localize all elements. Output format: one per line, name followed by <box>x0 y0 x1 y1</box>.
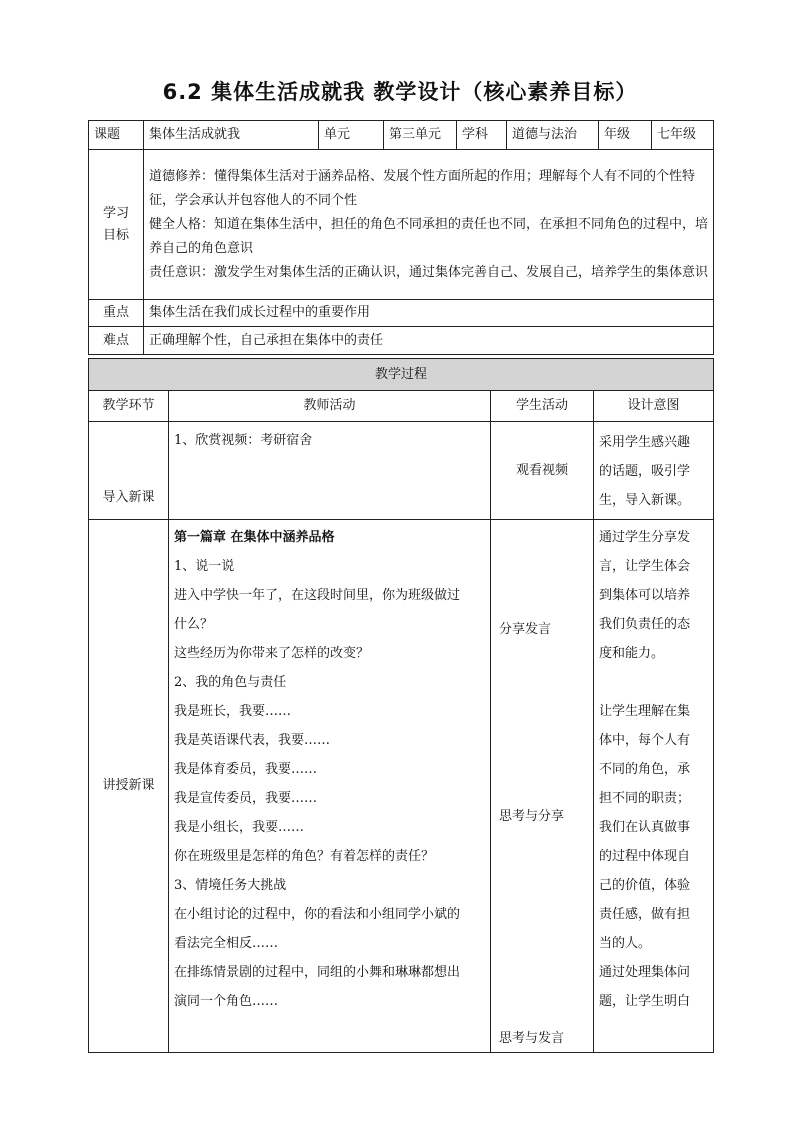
grade-value: 七年级 <box>652 121 714 150</box>
student-think-speak: 思考与发言 <box>499 1031 565 1046</box>
difficulty-value: 正确理解个性，自己承担在集体中的责任 <box>144 327 714 355</box>
lecture-stage: 讲授新课 <box>89 520 169 1053</box>
intro-stage: 导入新课 <box>89 422 169 520</box>
lecture-student <box>491 520 594 1053</box>
key-point-value: 集体生活在我们成长过程中的重要作用 <box>144 300 714 327</box>
process-header-row <box>89 391 714 422</box>
process-banner-row <box>89 359 714 391</box>
intro-teacher: 1、欣赏视频：考研宿舍 <box>169 422 491 520</box>
header-teacher: 教师活动 <box>169 391 491 422</box>
goals-content <box>144 150 714 300</box>
header-stage: 教学环节 <box>89 391 169 422</box>
difficulty-label: 难点 <box>89 327 144 355</box>
topic-value: 集体生活成就我 <box>144 121 319 150</box>
process-banner: 教学过程 <box>89 359 714 391</box>
header-student: 学生活动 <box>491 391 594 422</box>
lecture-intent: 通过学生分享发 言，让学生体会 到集体可以培养 我们负责任的态 度和能力。 让学生理解在集 体中，每个人有 不同的角色，承 担不同的职责； 我们在认真做事 的过程中体现自 己的价值，体验 责任感，做有担 当的人。 通过处理集体问 题，让学生明白 <box>594 520 714 1053</box>
document-title: 6.2 集体生活成就我 教学设计（核心素养目标） <box>162 80 638 104</box>
key-point-label: 重点 <box>89 300 144 327</box>
key-point-row <box>89 300 714 327</box>
goal-moral: 道德修养：懂得集体生活对于涵养品格、发展个性方面所起的作用；理解每个人有不同的个性特征，学会承认并包容他人的不同个性 <box>149 168 696 208</box>
intro-row <box>89 422 714 520</box>
intro-student: 观看视频 <box>491 422 594 520</box>
lecture-row <box>89 520 714 1053</box>
unit-value: 第三单元 <box>384 121 457 150</box>
goal-responsibility: 责任意识：激发学生对集体生活的正确认识，通过集体完善自己、发展自己，培养学生的集体意识 <box>149 264 709 280</box>
difficulty-row <box>89 327 714 355</box>
subject-label: 学科 <box>457 121 507 150</box>
topic-label: 课题 <box>89 121 144 150</box>
info-row <box>89 121 714 150</box>
info-table <box>88 120 714 355</box>
student-think-share: 思考与分享 <box>499 809 565 824</box>
goal-personality: 健全人格：知道在集体生活中，担任的角色不同承担的责任也不同，在承担不同角色的过程中，培养自己的角色意识 <box>149 216 709 256</box>
grade-label: 年级 <box>599 121 652 150</box>
header-intent: 设计意图 <box>594 391 714 422</box>
process-table <box>88 358 714 1053</box>
student-share: 分享发言 <box>499 622 552 637</box>
subject-value: 道德与法治 <box>507 121 599 150</box>
intro-intent: 采用学生感兴趣 的话题，吸引学 生，导入新课。 <box>594 422 714 520</box>
goals-row <box>89 150 714 300</box>
goals-label: 学习 目标 <box>89 150 144 300</box>
lecture-teacher: 第一篇章 在集体中涵养品格 1、说一说 进入中学快一年了，在这段时间里，你为班级做过 什么？ 这些经历为你带来了怎样的改变？ 2、我的角色与责任 我是班长，我要…… 我是英语课代表，我要…… 我是体育委员，我要…… 我是宣传委员，我要…… 我是小组长，我要…… 你在班级里是怎样的角色？有着怎样的责任？ 3、情境任务大挑战 在小组讨论的过程中，你的看法和小组同学小斌的 看法完全相反…… 在排练情景剧的过程中，同组的小舞和琳琳都想出 演同一个角色…… <box>169 520 491 1053</box>
unit-label: 单元 <box>319 121 384 150</box>
